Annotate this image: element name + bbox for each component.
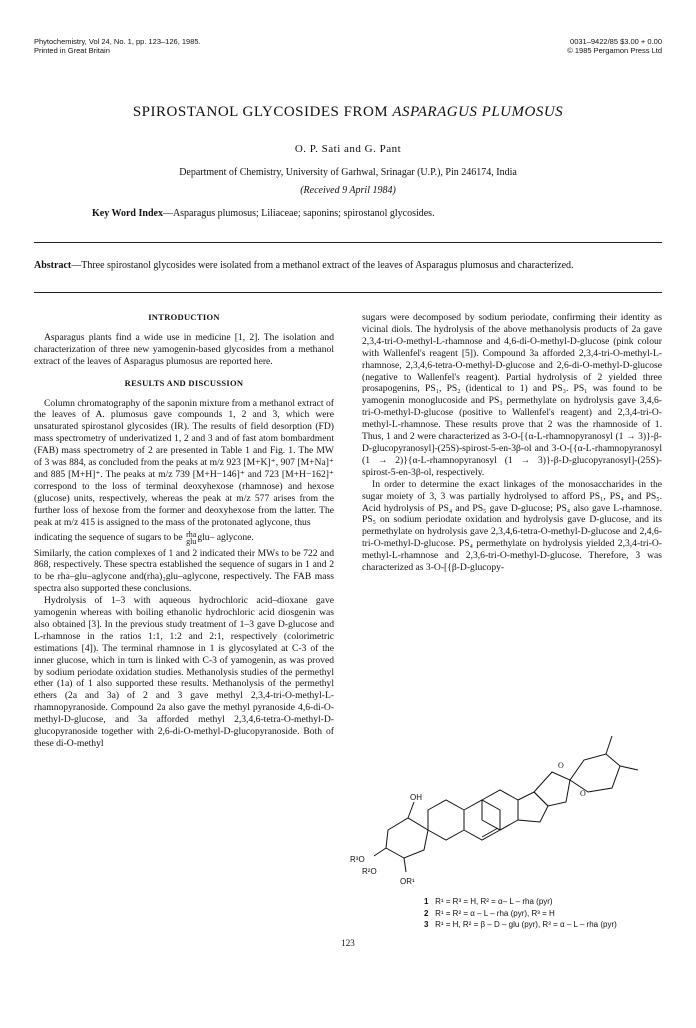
printed-line: Printed in Great Britain [34,46,110,55]
spirostanol-structure-figure [348,650,668,890]
svg-text:O: O [558,761,564,770]
journal-line: Phytochemistry, Vol 24, No. 1, pp. 123–126, 1985. [34,37,201,46]
introduction-text: Asparagus plants find a wide use in medicine [1, 2]. The isolation and characterization of three new yamogenin-based glycosides from a methanol extract of the leaves of Asparagus plumosus are reported here. [34,331,334,367]
right-column [362,312,662,574]
right-paragraph-1: sugars were decomposed by sodium periodate, confirming their identity as vicinal diols. The hydrolysis of the above methanolysis products of 2a gave 2,3,4-tri-O-methyl-L-rhamnose and 4,6-di-O-methyl-D-glucose (pink colour with Wallenfel's reagent [5]). Compound 3a afforded 2,3,4-tri-O-methyl-L-rhamnose, 2,3,4,6-tetra-O-methyl-D-glucose and 2,6-di-O-methyl-D-glucose (negative to Wallenfel's reagent). Partial hydrolysis of 2 yielded three prosapogenins, PS₁, PS₂ (identical to 1) and PS₃. PS₁ was found to be yamogenin monoglucoside and PS₃ permethylate on hydrolysis gave 3,4,6-tri-O-methyl-D-glucose (positive to Wallenfel's reagent) and 2,3,4-tri-O-methyl-L-rhamnose. These results prove that 2 was the rhamnoside of 1. Thus, 1 and 2 were characterized as 3-O-[{α-L-rhamnopyranosyl (1 → 3)}-β-D-glucopyranosyl]-(25S)-spirost-5-en-3β-ol and 3-O-[{α-L-rhamnopyranosyl (1 → 2)}{α-L-rhamnopyranosyl (1 → 3)}-β-D-glucopyranosyl]-(25S)-spirost-5-en-3β-ol, respectively. [362,312,662,478]
heading-introduction: INTRODUCTION [148,312,220,322]
ring-a [428,800,464,840]
seq-rha: rha [186,529,197,539]
authors: O. P. Sati and G. Pant [294,143,402,155]
results-paragraph-2: Similarly, the cation complexes of 1 and 2 indicated their MWs to be 722 and 868, respectively. These spectra established the sequence of sugars in 1 and 2 to be rha–glu–aglycone and(rha)₂glu–aglycone, respectively. The FAB mass spectra also supported these conclusions. [34,547,334,595]
abstract: Abstract—Three spirostanol glycosides were isolated from a methanol extract of the leaves of Asparagus plumosus and characterized. [34,260,574,271]
sugar-ring [386,818,428,858]
journal-citation [34,37,201,55]
legend-row-2: 2 R¹ = R² = α – L – rha (pyr), R³ = H [424,908,555,918]
divider-top [34,242,662,243]
results-paragraph-1: Column chromatography of the saponin mixture from a methanol extract of the leaves of A. plumosus gave compounds 1, 2 and 3, which were unsaturated spirostanol glycosides (IR). The results of field desorption (FD) mass spectrometry of underivatized 1, 2 and 3 and of fast atom bombardment (FAB) mass spectrometry of 2 are presented in Table 1 and Fig. 1. The MW of 3 was 884, as concluded from the peaks at m/z 923 [M+K]⁺, 907 [M+Na]⁺ and 885 [M+H]⁺. The peaks at m/z 739 [M+H−146]⁺ and 723 [M+H−162]⁺ correspond to the loss of terminal deoxyhexose (rhamnose) and hexose (glucose) units, respectively, whereas the peak at m/z 577 arises from the further loss of hexose from the former and deoxyhexose from the latter. The peak at m/z 415 is assigned to the mass of the protonated aglycone, thus [34,397,334,528]
ring-f [570,754,620,792]
ring-d [518,792,548,822]
ring-e [534,772,570,806]
legend-row-1: 1 R¹ = R³ = H, R² = α– L – rha (pyr) [424,897,553,906]
page-number: 123 [341,938,355,948]
right-paragraph-2: In order to determine the exact linkages of the monosaccharides in the sugar moiety of 3, 3 was partially hydrolysed to afford PS₁, PS₄ and PS₅. Acid hydrolysis of PS₄ and PS₅ gave D-glucose; PS₄ also gave L-rhamnose. PS₅ on sodium periodate oxidation and hydrolysis gave D-glucose, and its permethylate on hydrolysis gave 2,3,4,6-tetra-O-methyl-D-glucose and 2,4,6-tri-O-methyl-D-glucose. PS₄ permethylate on hydrolysis yielded 2,3,4-tri-O-methyl-L-rhamnose and 2,3,6-tri-O-methyl-D-glucose. Therefore, 3 was characterized as 3-O-[{β-D-glucopy- [362,478,662,574]
results-paragraph-3: Hydrolysis of 1–3 with aqueous hydrochloric acid–dioxane gave yamogenin whereas with boiling ethanolic hydrochloric acid diosgenin was also obtained [3]. In the previous study treatment of 1–3 gave D-glucose and L-rhamnose in the ratios 1:1, 1:2 and 2:1, respectively (colorimetric estimations [4]). The terminal rhamnose in 1 is glycosylated at C-3 of the inner glucose, which in turn is linked with C-3 of yamogenin, as was proved by sodium periodate oxidation studies. Methanolysis studies of the permethyl ether (1a) of 1 also supported these results. Methanolysis of the permethyl ethers (2a and 3a) of 2 and 3 gave methyl 2,3,4-tri-O-methyl-L-rhamnopyranoside. Compound 2a also gave the methyl pyranoside 4,6-di-O-methyl-D-glucose, and 3a afforded methyl 2,3,4,6-tetra-O-methyl-D-glucopyranoside together with 2,6-di-O-methyl-D-glucopyranoside. Both of these di-O-methyl [34,595,334,749]
compound-legend [424,896,617,931]
key-word-index: Key Word Index—Asparagus plumosus; Liliaceae; saponins; spirostanol glycosides. [92,208,435,219]
left-column [34,312,334,750]
label-oh: OH [410,793,422,802]
label-or1: OR¹ [400,877,415,886]
divider-bottom [34,292,662,293]
sugar-sequence: indicating the sequence of sugars to be rha glu glu– aglycone. [34,529,254,546]
seq-glu: glu [186,536,197,546]
affiliation: Department of Chemistry, University of Garhwal, Srinagar (U.P.), Pin 246174, India [179,167,517,178]
heading-results: RESULTS AND DISCUSSION [124,377,244,388]
label-r2o: R²O [362,867,377,876]
copyright-line: © 1985 Pergamon Press Ltd [567,46,662,55]
received-date: (Received 9 April 1984) [300,185,396,196]
article-title: SPIROSTANOL GLYCOSIDES FROM ASPARAGUS PLUMOSUS [132,104,564,120]
legend-row-3: 3 R¹ = H, R² = β – D – glu (pyr), R³ = α – L – rha (pyr) [424,920,617,929]
price-code: 0031–9422/85 $3.00 + 0.00 [570,37,662,46]
svg-text:O: O [580,789,586,798]
publisher-info [567,37,662,55]
label-r3o: R³O [350,855,365,864]
